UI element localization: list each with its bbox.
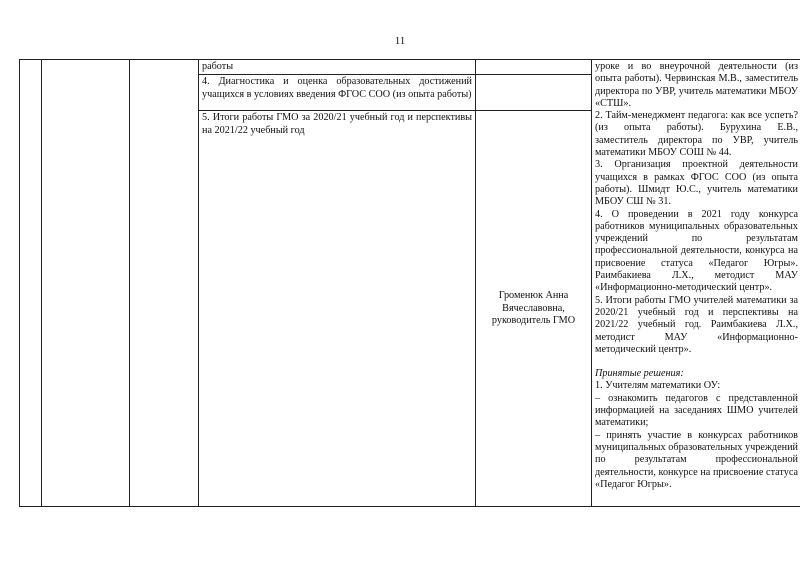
cell-date: [42, 60, 130, 507]
responsible-name: Громенюк Анна Вячеславовна,: [498, 290, 569, 314]
cell-responsible-prev: [476, 60, 592, 75]
page-number: 11: [394, 35, 406, 47]
decision-item: 1. Учителям математики ОУ:: [595, 380, 721, 392]
cell-number: [20, 60, 42, 507]
decision-item: – ознакомить педагогов с представленной информацией на заседаниях ШМО учителей математики;: [595, 392, 798, 429]
responsible-cell: [476, 111, 592, 507]
cell-form: [130, 60, 199, 507]
agenda-item: 5. Итоги работы ГМО за 2020/21 учебный год и перспективы на 2021/22 учебный год: [199, 111, 476, 507]
decisions-title: Принятые решения:: [595, 368, 684, 380]
responsible-role: руководитель ГМО: [491, 314, 576, 326]
speaker-item: уроке и во внеурочной деятельности (из опыта работы). Червинская М.В., заместитель директора по УВР, учитель математики МБОУ «СТШ».: [595, 61, 798, 109]
meeting-table: [19, 59, 800, 507]
decision-item: – принять участие в конкурсах работников муниципальных образовательных учреждений по результатам профессиональной деятельности, конкурсе на присвоение статуса «Педагог Югры».: [595, 429, 798, 490]
speaker-item: 5. Итоги работы ГМО учителей математики за 2020/21 учебный год и перспективы на 2021/22 учебный год. Раимбакиева Л.Х., методист МАУ «Информационно-методический центр».: [595, 294, 798, 355]
cell-responsible-prev2: [476, 75, 592, 111]
speaker-item: 4. О проведении в 2021 году конкурса работников муниципальных образовательных учреждений по результатам профессиональной деятельности, конкурса на присвоение статуса «Педагог Югры». Раимбакиева Л.Х., методист МАУ «Информационно-методический центр».: [595, 208, 798, 294]
speakers-cell: [592, 60, 800, 507]
speaker-item: 2. Тайм-менеджмент педагога: как все успеть? (из опыта работы). Бурухина Е.В., заместитель директора по УВР, учитель математики МБОУ СОШ № 44.: [595, 110, 798, 159]
agenda-item: работы: [199, 60, 476, 75]
speaker-item: 3. Организация проектной деятельности учащихся в рамках ФГОС СОО (из опыта работы). Шмидт Ю.С., учитель математики МБОУ СШ № 31.: [595, 159, 798, 208]
agenda-item: 4. Диагностика и оценка образовательных достижений учащихся в условиях введения ФГОС СОО (из опыта работы): [199, 75, 476, 111]
